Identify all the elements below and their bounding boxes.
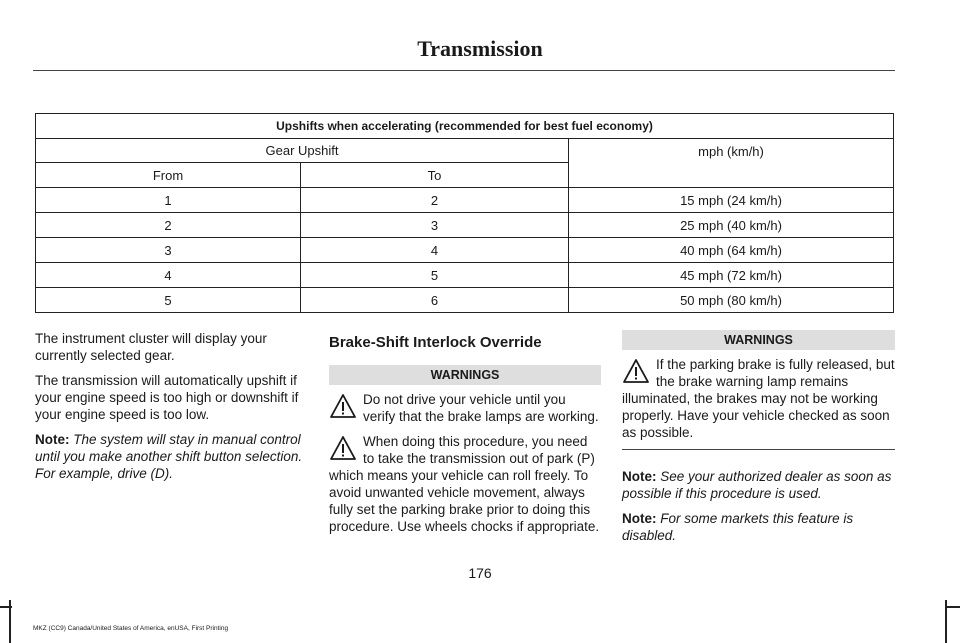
- warning-triangle-icon: [329, 435, 357, 461]
- from-cell: 1: [36, 188, 301, 213]
- crop-mark: [945, 606, 960, 608]
- warning-text: Do not drive your vehicle until you verify that the brake lamps are working.: [363, 392, 599, 424]
- warning-divider: [622, 449, 895, 450]
- table-row: [36, 288, 894, 313]
- note-manual-control: [35, 431, 305, 482]
- from-header: From: [36, 163, 301, 188]
- warning-text: When doing this procedure, you need to take the transmission out of park (P) which means your vehicle can roll freely. To avoid unwanted vehicle movement, always fully set the parking brake prior to doing this procedure. Use wheels chocks if appropriate.: [329, 434, 600, 534]
- table-row: [36, 213, 894, 238]
- from-cell: 5: [36, 288, 301, 313]
- warning-item: [329, 391, 601, 425]
- note-text: See your authorized dealer as soon as possible if this procedure is used.: [622, 469, 892, 501]
- paragraph-upshift: The transmission will automatically upshift if your engine speed is too high or downshift if your engine speed is too low.: [35, 373, 299, 422]
- speed-header: mph (km/h): [569, 139, 894, 188]
- speed-cell: 15 mph (24 km/h): [569, 188, 894, 213]
- from-cell: 4: [36, 263, 301, 288]
- paragraph-cluster: The instrument cluster will display your currently selected gear.: [35, 331, 267, 363]
- table-row: [36, 263, 894, 288]
- to-header: To: [301, 163, 569, 188]
- warning-text: If the parking brake is fully released, but the brake warning lamp remains illuminated, the brakes may not be working properly. Have your vehicle checked as soon as possible.: [622, 357, 895, 440]
- note-text: The system will stay in manual control until you make another shift button selection. For example, drive (D).: [35, 432, 303, 481]
- from-cell: 3: [36, 238, 301, 263]
- column-right: [622, 330, 895, 552]
- speed-cell: 45 mph (72 km/h): [569, 263, 894, 288]
- to-cell: 2: [301, 188, 569, 213]
- warnings-banner: WARNINGS: [622, 330, 895, 350]
- warning-item: [329, 433, 601, 535]
- crop-mark: [0, 606, 12, 608]
- section-heading: Brake-Shift Interlock Override: [329, 334, 542, 351]
- warning-item: [622, 356, 895, 441]
- note-label: Note:: [622, 511, 657, 526]
- note-markets: [622, 510, 895, 544]
- note-text: For some markets this feature is disabled.: [622, 511, 854, 543]
- speed-cell: 40 mph (64 km/h): [569, 238, 894, 263]
- header-divider: [33, 70, 895, 71]
- page-number: 176: [468, 565, 492, 581]
- note-label: Note:: [35, 432, 70, 447]
- table-row: [36, 238, 894, 263]
- speed-cell: 25 mph (40 km/h): [569, 213, 894, 238]
- to-cell: 3: [301, 213, 569, 238]
- to-cell: 4: [301, 238, 569, 263]
- table-row: [36, 188, 894, 213]
- to-cell: 5: [301, 263, 569, 288]
- column-middle: [329, 330, 601, 543]
- upshift-table: [35, 113, 894, 313]
- warnings-banner: WARNINGS: [329, 365, 601, 385]
- column-left: [35, 330, 305, 490]
- table-caption: Upshifts when accelerating (recommended for best fuel economy): [36, 114, 894, 139]
- from-cell: 2: [36, 213, 301, 238]
- speed-cell: 50 mph (80 km/h): [569, 288, 894, 313]
- note-label: Note:: [622, 469, 657, 484]
- gear-upshift-header: Gear Upshift: [36, 139, 569, 163]
- warning-triangle-icon: [329, 393, 357, 419]
- warning-triangle-icon: [622, 358, 650, 384]
- note-dealer: [622, 468, 895, 502]
- footer-text: MKZ (CC9) Canada/United States of America, enUSA, First Printing: [33, 625, 229, 632]
- to-cell: 6: [301, 288, 569, 313]
- page-title: Transmission: [417, 36, 543, 61]
